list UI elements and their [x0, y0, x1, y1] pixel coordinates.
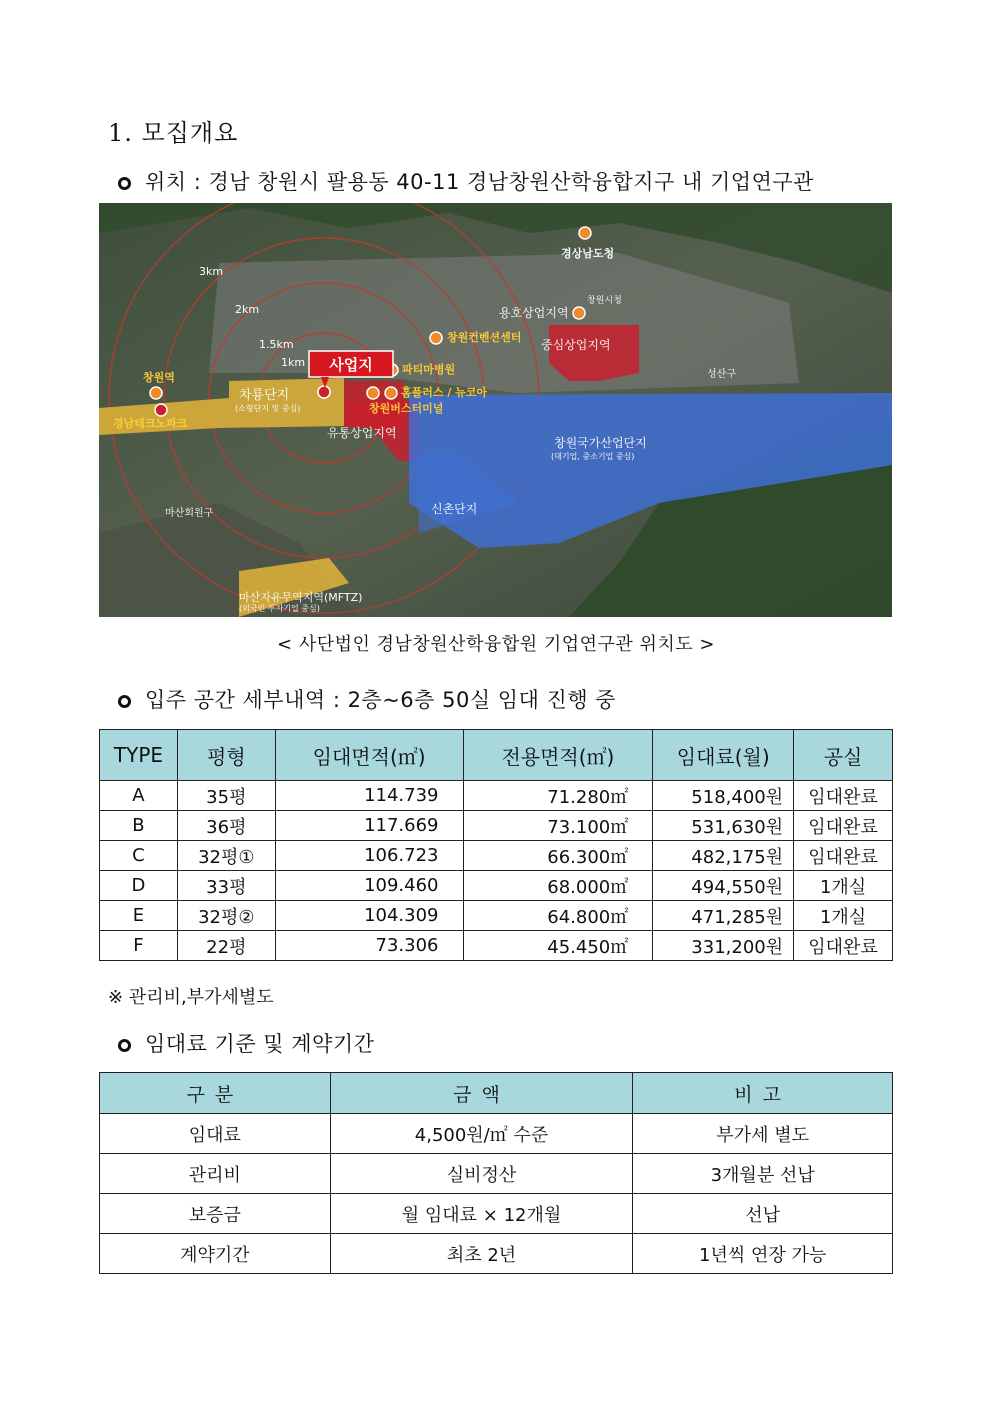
map-caption: < 사단법인 경남창원산학융합원 기업연구관 위치도 > — [277, 634, 715, 655]
cityhall-label: 창원시청 — [587, 296, 622, 306]
cell-lease-area: 114.739 — [275, 781, 463, 811]
chaeryong-label: 차룡단지 — [239, 388, 290, 403]
rent-table-header-row — [100, 1073, 893, 1114]
seongsan-label: 성산구 — [707, 369, 736, 380]
table-row — [100, 1234, 893, 1274]
table-row — [100, 901, 893, 931]
technopark-label: 경남테크노파크 — [113, 417, 188, 430]
homeplus-label: 홈플러스 / 뉴코아 — [401, 386, 488, 399]
cell-amount: 최초 2년 — [330, 1234, 633, 1274]
chaeryong-sub-label: (소형단지 및 중심) — [235, 404, 301, 413]
cell-lease-area: 109.460 — [275, 871, 463, 901]
col-header-vacancy: 공실 — [794, 730, 893, 781]
cell-category: 관리비 — [100, 1154, 331, 1194]
page-heading: 1. 모집개요 — [108, 119, 239, 147]
center-commercial-label: 중심상업지역 — [541, 338, 611, 352]
cell-remarks: 부가세 별도 — [633, 1114, 893, 1154]
cell-exclusive-area: 68.000㎡ — [463, 871, 653, 901]
cell-rent: 518,400원 — [653, 781, 794, 811]
masan-free-sub-label: (외국인 투자기업 중심) — [239, 604, 320, 613]
site-label: 사업지 — [329, 356, 373, 374]
cell-exclusive-area: 66.300㎡ — [463, 841, 653, 871]
cell-category: 계약기간 — [100, 1234, 331, 1274]
table-row — [100, 1194, 893, 1234]
table-row — [100, 931, 893, 961]
table-row — [100, 871, 893, 901]
cell-size: 22평 — [177, 931, 275, 961]
cell-vacancy: 1개실 — [794, 871, 893, 901]
cell-size: 32평① — [177, 841, 275, 871]
site-marker — [318, 386, 330, 398]
cell-type: E — [100, 901, 178, 931]
cell-type: C — [100, 841, 178, 871]
sinchon-label: 신촌단지 — [431, 502, 478, 516]
national-complex-label: 창원국가산업단지 — [554, 436, 647, 450]
cell-type: D — [100, 871, 178, 901]
cell-exclusive-area: 64.800㎡ — [463, 901, 653, 931]
masan-hoewon-label: 마산회원구 — [165, 508, 214, 519]
cell-remarks: 3개월분 선납 — [633, 1154, 893, 1194]
table-row — [100, 811, 893, 841]
col-header-rent: 임대료(월) — [653, 730, 794, 781]
ring-3km-label: 3km — [199, 265, 224, 278]
cell-rent: 331,200원 — [653, 931, 794, 961]
col-header-remarks: 비고 — [633, 1073, 893, 1114]
convention-label: 창원컨벤션센터 — [447, 331, 522, 344]
convention-marker — [430, 332, 442, 344]
ring-1-5km-label: 1.5km — [259, 338, 294, 351]
rent-terms-table — [99, 1072, 893, 1274]
location-map — [99, 203, 892, 617]
cell-size: 36평 — [177, 811, 275, 841]
cell-vacancy: 임대완료 — [794, 931, 893, 961]
masan-free-label: 마산자유무역지역(MFTZ) — [239, 591, 363, 604]
circle-bullet-icon — [118, 1039, 131, 1052]
location-text: 위치 : 경남 창원시 팔용동 40-11 경남창원산학융합지구 내 기업연구관 — [145, 170, 814, 194]
station-label: 창원역 — [143, 371, 175, 384]
yutong-label: 유통상업지역 — [327, 426, 397, 440]
terminal-marker — [385, 387, 397, 399]
cell-size: 35평 — [177, 781, 275, 811]
cell-exclusive-area: 73.100㎡ — [463, 811, 653, 841]
center-commercial-zone — [549, 325, 639, 381]
cell-type: A — [100, 781, 178, 811]
cell-amount: 월 임대료 × 12개월 — [330, 1194, 633, 1234]
cell-remarks: 1년씩 연장 가능 — [633, 1234, 893, 1274]
cell-amount: 실비정산 — [330, 1154, 633, 1194]
hospital-label: 파티마병원 — [402, 363, 456, 376]
col-header-category: 구분 — [100, 1073, 331, 1114]
ring-1km-label: 1km — [281, 356, 306, 369]
cell-size: 33평 — [177, 871, 275, 901]
yongho-label: 용호상업지역 — [499, 306, 569, 320]
circle-bullet-icon — [118, 177, 131, 190]
table-row — [100, 841, 893, 871]
space-text: 입주 공간 세부내역 : 2층~6층 50실 임대 진행 중 — [145, 688, 617, 712]
col-header-lease-area: 임대면적(㎡) — [275, 730, 463, 781]
circle-bullet-icon — [118, 695, 131, 708]
cell-category: 보증금 — [100, 1194, 331, 1234]
col-header-size: 평형 — [177, 730, 275, 781]
table-row — [100, 1154, 893, 1194]
col-header-exclusive-area: 전용면적(㎡) — [463, 730, 653, 781]
cell-rent: 471,285원 — [653, 901, 794, 931]
cell-lease-area: 73.306 — [275, 931, 463, 961]
cell-category: 임대료 — [100, 1114, 331, 1154]
cell-amount: 4,500원/㎡ 수준 — [330, 1114, 633, 1154]
cell-lease-area: 117.669 — [275, 811, 463, 841]
table-row — [100, 1114, 893, 1154]
terminal-label: 창원버스터미널 — [369, 402, 444, 415]
cell-exclusive-area: 71.280㎡ — [463, 781, 653, 811]
fee-note: ※ 관리비,부가세별도 — [108, 987, 274, 1008]
cell-vacancy: 임대완료 — [794, 841, 893, 871]
cell-remarks: 선납 — [633, 1194, 893, 1234]
cell-rent: 494,550원 — [653, 871, 794, 901]
office-marker — [579, 227, 591, 239]
cell-size: 32평② — [177, 901, 275, 931]
technopark-marker — [155, 404, 167, 416]
cell-vacancy: 임대완료 — [794, 811, 893, 841]
station-marker — [150, 387, 162, 399]
homeplus-marker — [367, 387, 379, 399]
cell-lease-area: 106.723 — [275, 841, 463, 871]
cell-lease-area: 104.309 — [275, 901, 463, 931]
cell-vacancy: 임대완료 — [794, 781, 893, 811]
location-bullet — [118, 166, 814, 196]
cell-type: F — [100, 931, 178, 961]
cell-vacancy: 1개실 — [794, 901, 893, 931]
cell-type: B — [100, 811, 178, 841]
ring-2km-label: 2km — [235, 303, 260, 316]
national-complex-sub-label: (대기업, 중소기업 중심) — [551, 452, 635, 461]
space-detail-table — [99, 729, 893, 961]
table-row — [100, 781, 893, 811]
office-label: 경상남도청 — [561, 247, 615, 260]
col-header-amount: 금액 — [330, 1073, 633, 1114]
space-bullet — [118, 684, 616, 714]
col-header-type: TYPE — [100, 730, 178, 781]
rent-bullet — [118, 1028, 374, 1058]
cell-exclusive-area: 45.450㎡ — [463, 931, 653, 961]
rent-text: 임대료 기준 및 계약기간 — [145, 1032, 375, 1056]
cell-rent: 531,630원 — [653, 811, 794, 841]
cell-rent: 482,175원 — [653, 841, 794, 871]
space-table-header-row — [100, 730, 893, 781]
cityhall-marker — [573, 307, 585, 319]
